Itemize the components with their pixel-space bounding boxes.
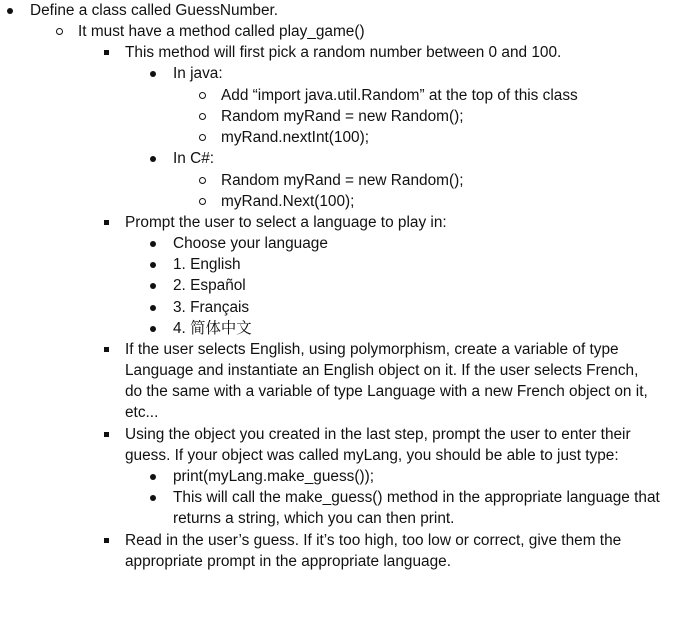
square-bullet-icon [100,339,112,360]
list-item-text: Read in the user’s guess. If it’s too high, too low or correct, give them the appropriate prompt in the appropriate language. [125,532,622,570]
list-item-text: print(myLang.make_guess()); [173,468,375,485]
disc-bullet-icon [147,297,159,318]
list-item-text: 2. Español [173,277,246,294]
list-item-text: Add “import java.util.Random” at the top of this class [221,87,578,104]
list-item-text: Using the object you created in the last step, prompt the user to enter their guess. If your object was called myLang, you should be able to just type: [125,426,631,464]
disc-bullet-icon [147,275,159,296]
list-item-text: Prompt the user to select a language to play in: [125,214,447,231]
circle-bullet-icon [196,85,208,106]
list-item-text: 4. 简体中文 [173,320,252,337]
circle-bullet-icon [53,21,65,42]
circle-bullet-icon [196,170,208,191]
circle-bullet-icon [196,106,208,127]
disc-bullet-icon [147,254,159,275]
list-item-text: This method will first pick a random number between 0 and 100. [125,44,562,61]
circle-bullet-icon [196,127,208,148]
disc-bullet-icon [147,63,159,84]
list-item-text: Define a class called GuessNumber. [30,2,279,19]
list-item-text: 3. Français [173,299,250,316]
list-item-text: myRand.Next(100); [221,193,355,210]
list-item-text: 1. English [173,256,241,273]
list-item-text: This will call the make_guess() method in the appropriate language that returns a string, which you can then print. [173,489,660,527]
disc-bullet-icon [147,318,159,339]
square-bullet-icon [100,530,112,551]
disc-bullet-icon [147,148,159,169]
list-item-text: myRand.nextInt(100); [221,129,369,146]
list-item-text: Random myRand = new Random(); [221,108,464,125]
circle-bullet-icon [196,191,208,212]
square-bullet-icon [100,212,112,233]
list-item-text: Choose your language [173,235,328,252]
disc-bullet-icon [147,233,159,254]
square-bullet-icon [100,42,112,63]
list-item-text: In java: [173,65,223,82]
disc-bullet-icon [147,466,159,487]
list-item-text: It must have a method called play_game() [78,23,365,40]
disc-bullet-icon [4,0,16,21]
list-item-text: In C#: [173,150,215,167]
disc-bullet-icon [147,487,159,508]
list-item-text: If the user selects English, using polymorphism, create a variable of type Language and instantiate an English object on it. If the user selects French, do the same with a variable of type Language with a new French object on it, etc... [125,341,648,421]
square-bullet-icon [100,424,112,445]
list-item-text: Random myRand = new Random(); [221,172,464,189]
